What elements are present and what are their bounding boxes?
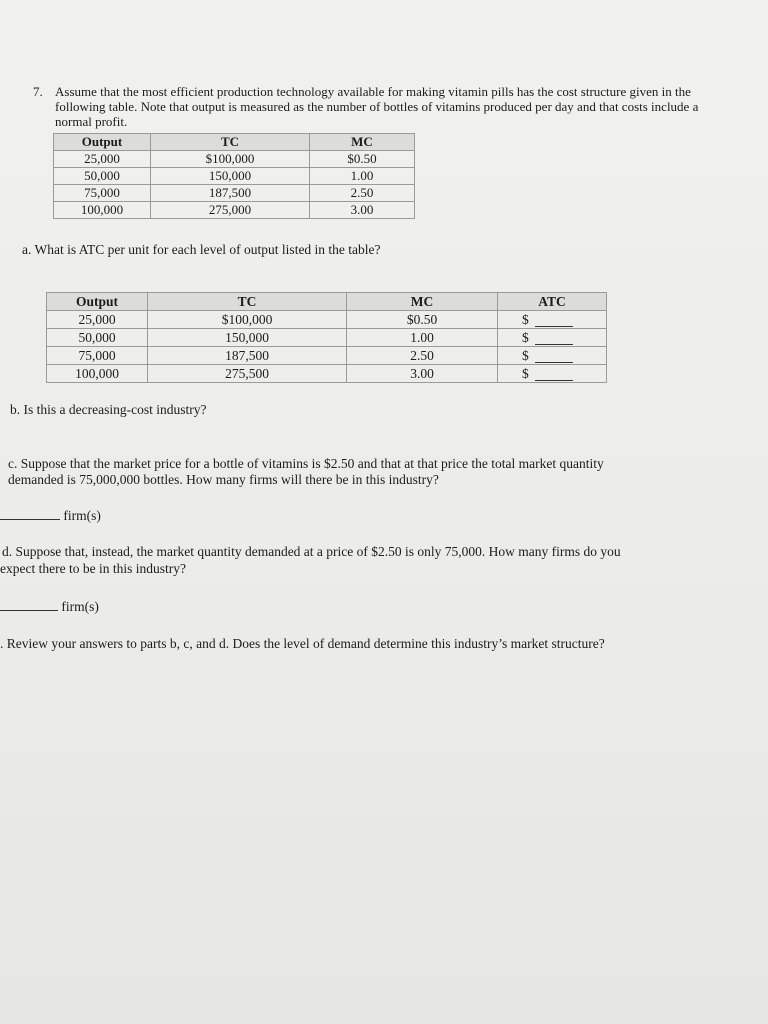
atc-table	[46, 292, 607, 383]
cell-mc: 3.00	[347, 365, 498, 383]
table-row	[54, 168, 415, 185]
cell-tc: 187,500	[148, 347, 347, 365]
table-row	[47, 329, 607, 347]
column-header-mc: MC	[347, 293, 498, 311]
firms-label: firm(s)	[63, 508, 101, 523]
column-header-tc: TC	[151, 134, 310, 151]
cell-output: 75,000	[54, 185, 151, 202]
firms-label: firm(s)	[61, 599, 99, 614]
part-a-question: a. What is ATC per unit for each level of output listed in the table?	[22, 242, 381, 257]
cell-output: 100,000	[54, 202, 151, 219]
column-header-tc: TC	[148, 293, 347, 311]
dollar-sign: $	[522, 312, 529, 327]
cell-tc: 150,000	[151, 168, 310, 185]
firms-answer-blank[interactable]	[0, 598, 58, 611]
part-d-line-1: d. Suppose that, instead, the market quantity demanded at a price of $2.50 is only 75,000. How many firms do you	[2, 544, 621, 559]
cell-atc[interactable]	[498, 347, 607, 365]
table-row	[47, 365, 607, 383]
cost-table	[53, 133, 415, 219]
cell-mc: 1.00	[347, 329, 498, 347]
cell-atc[interactable]	[498, 311, 607, 329]
table-row	[47, 347, 607, 365]
cell-mc: 3.00	[310, 202, 415, 219]
cell-output: 100,000	[47, 365, 148, 383]
firms-answer-blank[interactable]	[0, 507, 60, 520]
cell-mc: 2.50	[310, 185, 415, 202]
cell-output: 75,000	[47, 347, 148, 365]
cell-mc: 1.00	[310, 168, 415, 185]
question-intro	[33, 84, 733, 129]
cell-tc: 275,500	[148, 365, 347, 383]
cell-atc[interactable]	[498, 329, 607, 347]
atc-answer-blank[interactable]	[535, 314, 573, 327]
dollar-sign: $	[522, 366, 529, 381]
question-text: Assume that the most efficient production technology available for making vitamin pills has the cost structure given in the following table. Note that output is measured as the number of bottles of vitamins produced per day and that costs include a normal profit.	[55, 84, 699, 129]
cell-tc: 150,000	[148, 329, 347, 347]
cell-output: 50,000	[54, 168, 151, 185]
column-header-mc: MC	[310, 134, 415, 151]
dollar-sign: $	[522, 330, 529, 345]
cell-output: 25,000	[47, 311, 148, 329]
part-c-answer	[0, 507, 101, 524]
part-c-line-2: demanded is 75,000,000 bottles. How many firms will there be in this industry?	[8, 472, 439, 487]
part-c-line-1: c. Suppose that the market price for a bottle of vitamins is $2.50 and that at that price the total market quantity	[8, 456, 604, 471]
table-row	[54, 202, 415, 219]
cell-atc[interactable]	[498, 365, 607, 383]
table-row	[47, 311, 607, 329]
part-d-answer	[0, 598, 99, 615]
table-row	[54, 185, 415, 202]
part-d-line-2: expect there to be in this industry?	[0, 561, 186, 576]
atc-answer-blank[interactable]	[535, 332, 573, 345]
cell-mc: $0.50	[347, 311, 498, 329]
table-header-row	[47, 293, 607, 311]
table-header-row	[54, 134, 415, 151]
cell-output: 25,000	[54, 151, 151, 168]
cell-tc: $100,000	[151, 151, 310, 168]
part-e-question: . Review your answers to parts b, c, and d. Does the level of demand determine this industry’s market structure?	[0, 636, 605, 651]
cell-tc: $100,000	[148, 311, 347, 329]
atc-answer-blank[interactable]	[535, 368, 573, 381]
table-row	[54, 151, 415, 168]
column-header-atc: ATC	[498, 293, 607, 311]
cell-mc: $0.50	[310, 151, 415, 168]
cell-tc: 275,000	[151, 202, 310, 219]
dollar-sign: $	[522, 348, 529, 363]
cell-mc: 2.50	[347, 347, 498, 365]
column-header-output: Output	[54, 134, 151, 151]
cell-output: 50,000	[47, 329, 148, 347]
part-b-question: b. Is this a decreasing-cost industry?	[10, 402, 207, 417]
question-number: 7.	[33, 84, 43, 99]
column-header-output: Output	[47, 293, 148, 311]
cell-tc: 187,500	[151, 185, 310, 202]
atc-answer-blank[interactable]	[535, 350, 573, 363]
